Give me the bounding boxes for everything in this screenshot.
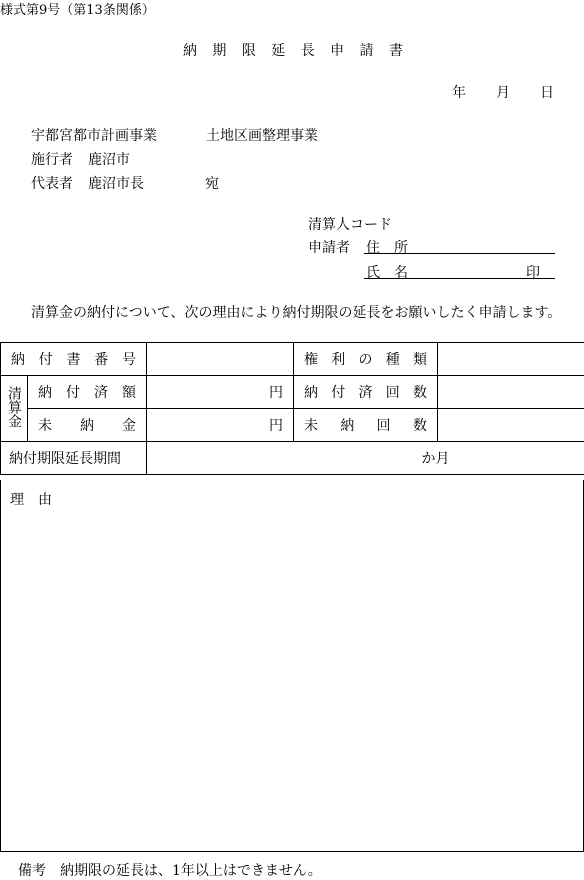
table-row [1,376,584,409]
notice-number-label: 納 付 書 番 号 [1,343,147,376]
reason-field[interactable] [0,480,584,852]
unpaid-amount-field[interactable]: 円 [147,409,294,442]
right-type-field[interactable] [438,343,584,376]
title-char: 請 [360,40,374,60]
honorific: 宛 [205,173,219,193]
executor-label: 施行者 [31,149,73,169]
name-label: 氏 名 [366,262,408,282]
representative-name: 鹿沼市長 [88,173,144,193]
reason-label: 理 由 [10,489,52,509]
seal-mark: 印 [526,262,540,282]
extension-period-field[interactable]: か月 [147,442,584,475]
extension-period-label: 納付期限延長期間 [1,442,147,475]
address-line [364,253,555,254]
project-type: 土地区画整理事業 [206,125,318,145]
title-char: 延 [271,40,285,60]
executor-name: 鹿沼市 [88,149,130,169]
body-text: 清算金の納付について、次の理由により納付期限の延長をお願いしたく申請します。 [31,302,561,322]
unpaid-count-field[interactable] [438,409,584,442]
title-char: 申 [330,40,344,60]
project-name: 宇都宮都市計画事業 [31,125,157,145]
notice-number-field[interactable] [147,343,294,376]
remarks: 備考 納期限の延長は、1年以上はできません。 [18,860,322,880]
title-char: 書 [389,40,403,60]
paid-amount-field[interactable]: 円 [147,376,294,409]
name-line [364,278,555,279]
page-title [183,40,403,60]
representative-label: 代表者 [31,173,73,193]
applicant-label: 申請者 [308,237,350,257]
date-year: 年 [452,82,466,102]
application-table [0,342,584,475]
table-row [1,343,584,376]
address-label: 住 所 [366,237,408,257]
title-char: 限 [242,40,256,60]
unpaid-amount-label: 未 納 金 [28,409,147,442]
paid-amount-label: 納 付 済 額 [28,376,147,409]
table-row [1,409,584,442]
table-row [1,442,584,475]
settlement-code-label: 清算人コード [308,214,392,234]
settlement-label: 清算金 [1,376,28,442]
title-char: 長 [301,40,315,60]
date-day: 日 [540,82,554,102]
paid-count-field[interactable] [438,376,584,409]
unpaid-count-label: 未 納 回 数 [294,409,438,442]
title-char: 期 [212,40,226,60]
form-id: 様式第9号（第13条関係） [0,0,155,18]
date-month: 月 [496,82,510,102]
title-char: 納 [183,40,197,60]
right-type-label: 権 利 の 種 類 [294,343,438,376]
paid-count-label: 納 付 済 回 数 [294,376,438,409]
